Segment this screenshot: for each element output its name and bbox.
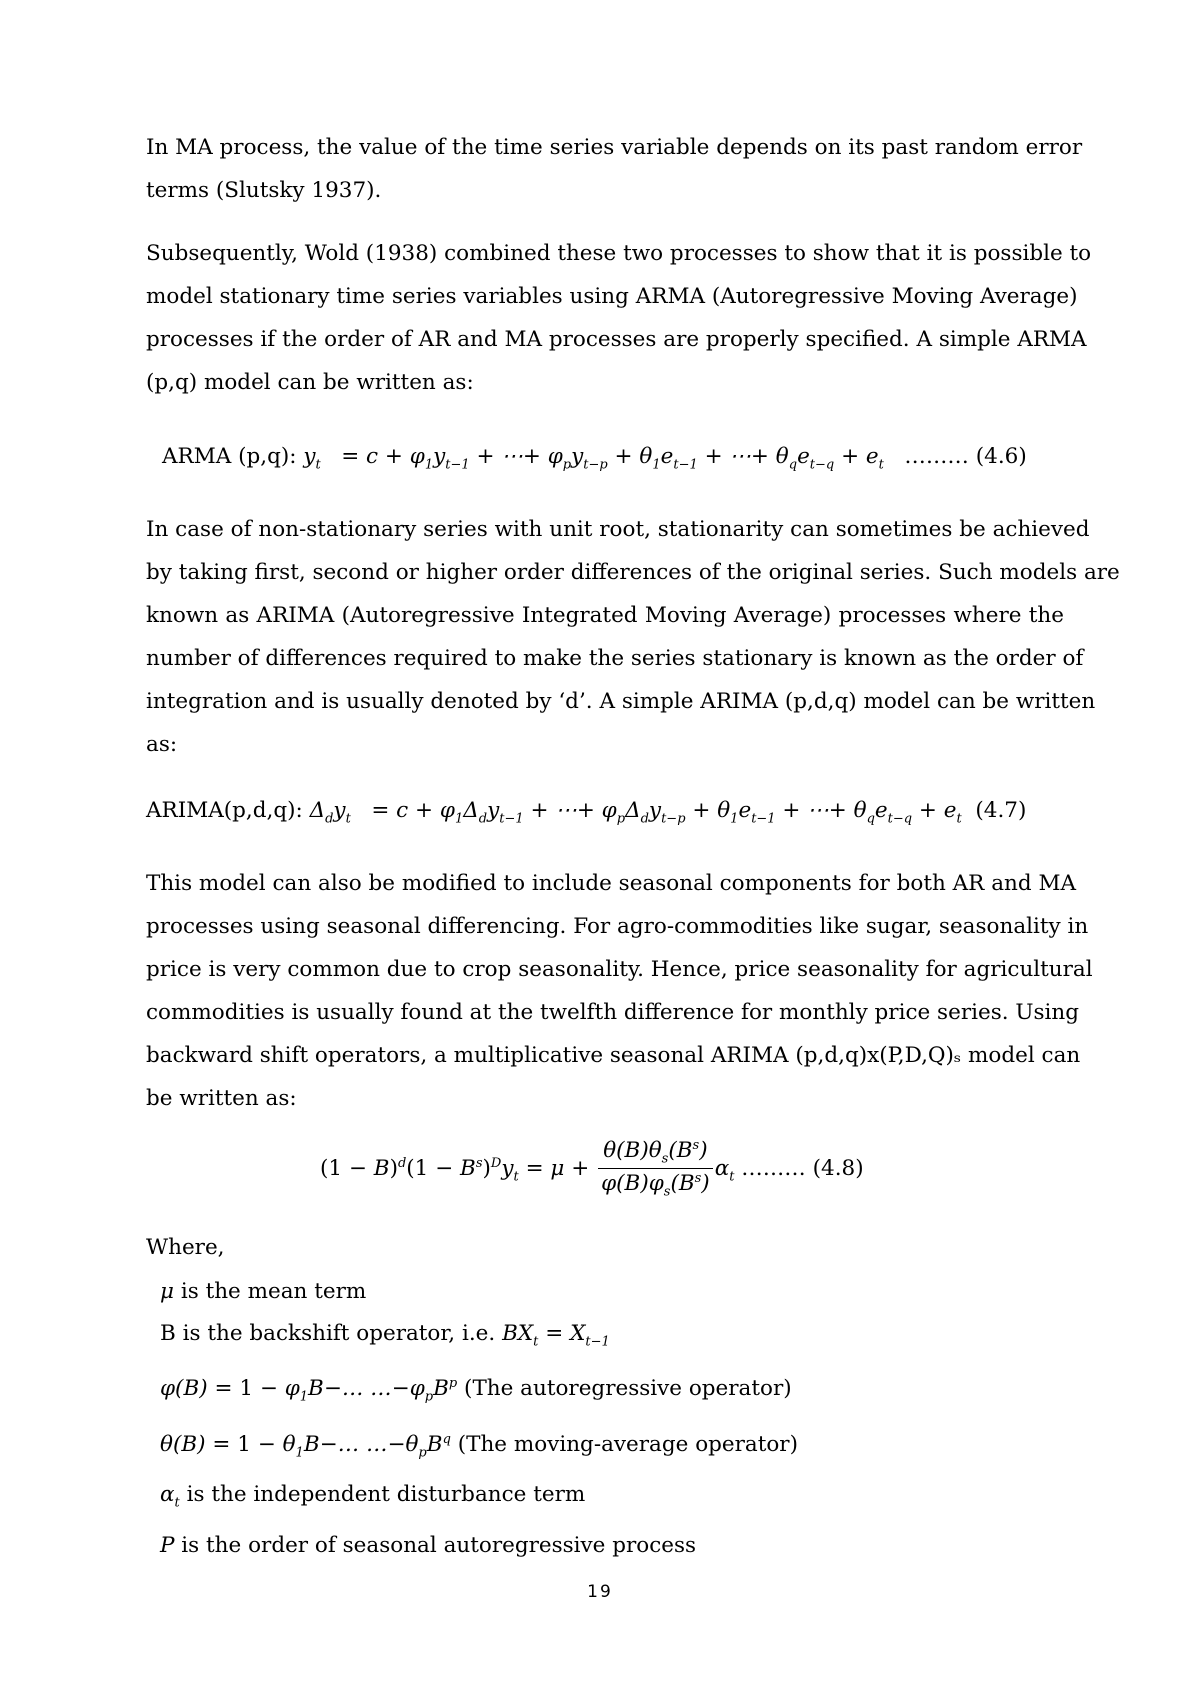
text-line: This model can also be modified to include seasonal components for both AR and MA [146, 871, 1077, 896]
fraction: $\frac{\theta(B)\theta_s(B^s)}{\varphi(B)\varphi_s(B^s)}$ [598, 1138, 713, 1200]
paragraph-arma-intro [146, 232, 1092, 404]
text-line: as: [146, 732, 178, 757]
text-line: be written as: [146, 1086, 297, 1111]
equation-4-7 [146, 798, 1026, 826]
definition-list [160, 1271, 798, 1567]
definition-item: $\theta(B) = 1 - \theta_1B-\dots$ $\dots-\theta_pB^q$ (The moving-average operator) [160, 1431, 798, 1461]
text-line: known as ARIMA (Autoregressive Integrated Moving Average) processes where the [146, 603, 1064, 628]
equation-number: ……… (4.8) [741, 1155, 864, 1181]
paragraph-seasonal [146, 862, 1093, 1120]
equation-prefix: ARIMA(p,d,q): [146, 798, 310, 823]
text-line: number of differences required to make the series stationary is known as the order of [146, 646, 1084, 671]
equation-prefix: ARMA (p,q): [162, 444, 304, 469]
definition-item: $\alpha_t$ is the independent disturbance term [160, 1482, 586, 1511]
paragraph-arima-intro [146, 508, 1120, 766]
text-line: by taking first, second or higher order differences of the original series. Such models are [146, 560, 1120, 585]
text-line: model stationary time series variables using ARMA (Autoregressive Moving Average) [146, 284, 1078, 309]
text-line: processes if the order of AR and MA processes are properly specified. A simple ARMA [146, 327, 1087, 352]
equation-body: $(1 - B)^d(1 - B^s)^Dy_t = \mu$ + $\frac{\theta(B)\theta_s(B^s)}{\varphi(B)\varphi_s(B^s)}$ $\alpha_t$ [320, 1138, 735, 1200]
text-line: integration and is usually denoted by ‘d’. A simple ARIMA (p,d,q) model can be written [146, 689, 1096, 714]
text-line: In case of non-stationary series with unit root, stationarity can sometimes be achieved [146, 517, 1090, 542]
definition-item: $\varphi(B) = 1 - \varphi_1B-\dots$ $\dots-\varphi_pB^p$ (The autoregressive operator) [160, 1376, 792, 1405]
text-line: commodities is usually found at the twelfth difference for monthly price series. Using [146, 1000, 1080, 1025]
text-line: In MA process, the value of the time series variable depends on its past random error [146, 135, 1083, 160]
definition-item: P is the order of seasonal autoregressive process [160, 1532, 697, 1558]
text-line: processes using seasonal differencing. For agro-commodities like sugar, seasonality in [146, 914, 1089, 939]
equation-number: (4.7) [975, 798, 1027, 823]
paragraph-ma-process [146, 126, 1083, 212]
equation-body: $\Delta_dy_t = c + \varphi_1\Delta_dy_{t-1}$ + ⋯+ $\varphi_p\Delta_dy_{t-p} + \theta_1e_{t-1}$ + ⋯+ $\theta_qe_{t-q} + e_t$ [309, 798, 962, 827]
equation-body: $y_t = c + \varphi_1y_{t-1}$ + ⋯+ $\varphi_py_{t-p} + \theta_1e_{t-1}$ + ⋯+ $\theta_qe_{t-q} + e_t$ [303, 444, 884, 473]
definition-item: μ is the mean term [160, 1279, 367, 1304]
equation-number: ……… (4.6) [904, 444, 1027, 469]
text-line: backward shift operators, a multiplicative seasonal ARIMA (p,d,q)x(P,D,Q)ₛ model can [146, 1043, 1081, 1068]
where-label: Where, [146, 1235, 225, 1260]
text-line: terms (Slutsky 1937). [146, 178, 382, 203]
definition-item: B is the backshift operator, i.e. $BX_t = X_{t-1}$ [160, 1321, 610, 1350]
page-number: 19 [587, 1582, 613, 1602]
equation-4-8 [320, 1138, 864, 1200]
text-line: Subsequently, Wold (1938) combined these two processes to show that it is possible to [146, 241, 1092, 266]
text-line: price is very common due to crop seasonality. Hence, price seasonality for agricultural [146, 957, 1093, 982]
equation-4-6 [162, 444, 1027, 472]
text-line: (p,q) model can be written as: [146, 370, 474, 395]
